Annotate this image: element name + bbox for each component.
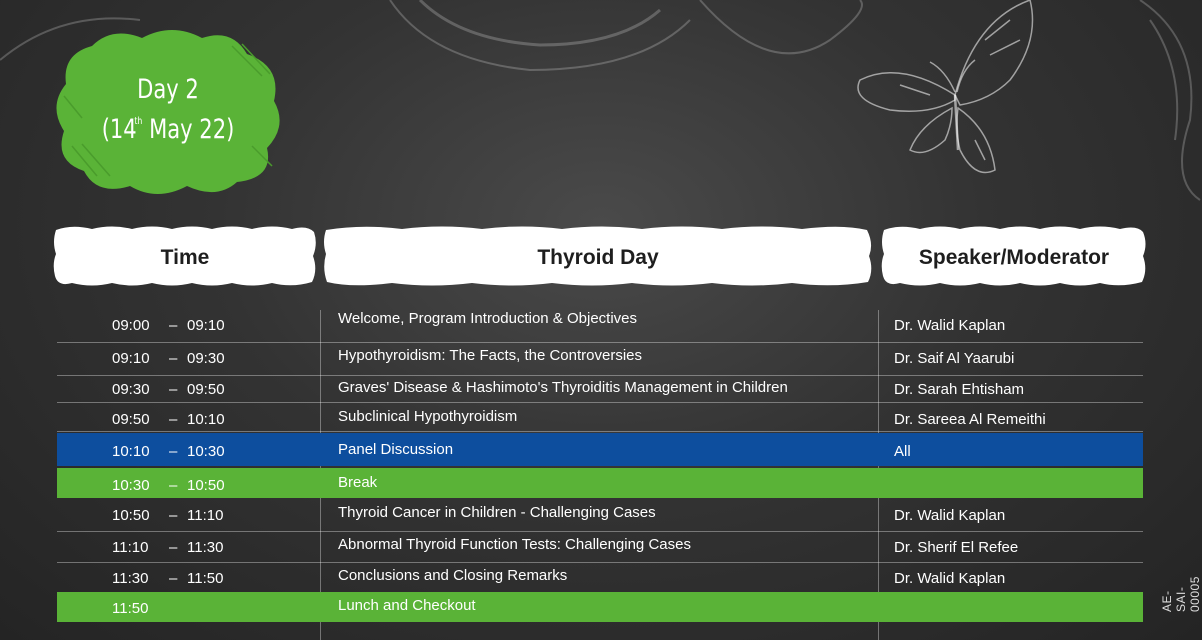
end-time: 10:30: [187, 443, 225, 460]
header-speaker: [880, 224, 1148, 288]
end-time: 10:10: [187, 411, 225, 428]
session-topic: Subclinical Hypothyroidism: [338, 408, 518, 425]
session-speaker: Dr. Walid Kaplan: [894, 507, 1006, 524]
time-dash: –: [169, 477, 178, 494]
day-label: Day 2: [137, 74, 199, 105]
start-time: 10:50: [112, 507, 150, 524]
header-title: [322, 224, 874, 288]
end-time: 11:10: [187, 507, 224, 524]
table-row-break: [57, 468, 1143, 498]
time-dash: –: [169, 443, 178, 460]
start-time: 10:10: [112, 443, 150, 460]
start-time: 10:30: [112, 477, 150, 494]
start-time: 09:10: [112, 350, 150, 367]
session-topic: Welcome, Program Introduction & Objectives: [338, 310, 638, 327]
table-row-highlight: [57, 433, 1143, 466]
start-time: 09:30: [112, 381, 150, 398]
time-dash: –: [169, 411, 178, 428]
date-month: May 22): [142, 114, 235, 145]
table-row: [57, 563, 1143, 591]
start-time: 11:10: [112, 539, 149, 556]
table-row-lunch: [57, 592, 1143, 622]
table-row: [57, 306, 1143, 343]
session-speaker: All: [894, 443, 911, 460]
day-badge-label: [78, 74, 259, 146]
session-speaker: Dr. Saif Al Yaarubi: [894, 350, 1015, 367]
session-speaker: Dr. Sareea Al Remeithi: [894, 411, 1046, 428]
date-label: [78, 106, 259, 146]
session-topic: Graves' Disease & Hashimoto's Thyroiditis Management in Children: [338, 379, 788, 396]
start-time: 11:50: [112, 600, 149, 617]
end-time: 11:50: [187, 570, 224, 587]
date-suffix: th: [134, 116, 143, 127]
header-time: [52, 224, 318, 288]
end-time: 09:30: [187, 350, 225, 367]
session-topic: Panel Discussion: [338, 441, 454, 458]
session-topic: Hypothyroidism: The Facts, the Controversies: [338, 347, 643, 364]
end-time: 09:10: [187, 317, 225, 334]
table-row: [57, 532, 1143, 563]
start-time: 09:00: [112, 317, 150, 334]
session-topic: Thyroid Cancer in Children - Challenging Cases: [338, 504, 656, 521]
header-title-label: Thyroid Day: [537, 246, 659, 269]
table-row: [57, 343, 1143, 376]
date-day: (14: [101, 114, 137, 145]
start-time: 09:50: [112, 411, 150, 428]
table-row: [57, 500, 1143, 532]
time-dash: –: [169, 381, 178, 398]
session-speaker: Dr. Sherif El Refee: [894, 539, 1019, 556]
end-time: 09:50: [187, 381, 225, 398]
end-time: 10:50: [187, 477, 225, 494]
session-topic: Lunch and Checkout: [338, 597, 476, 614]
session-topic: Break: [338, 474, 378, 491]
time-dash: –: [169, 317, 178, 334]
session-speaker: Dr. Walid Kaplan: [894, 317, 1006, 334]
session-topic: Abnormal Thyroid Function Tests: Challenging Cases: [338, 536, 691, 553]
header-speaker-label: Speaker/Moderator: [918, 246, 1110, 269]
document-code: AE-SAI-00005: [1160, 576, 1202, 612]
session-speaker: Dr. Sarah Ehtisham: [894, 381, 1025, 398]
butterfly-icon: [858, 0, 1033, 173]
header-time-label: Time: [160, 246, 210, 269]
time-dash: –: [169, 350, 178, 367]
time-dash: –: [169, 539, 178, 556]
time-dash: –: [169, 507, 178, 524]
table-row: [57, 376, 1143, 403]
end-time: 11:30: [187, 539, 224, 556]
session-speaker: Dr. Walid Kaplan: [894, 570, 1006, 587]
time-dash: –: [169, 570, 178, 587]
table-row: [57, 403, 1143, 432]
session-topic: Conclusions and Closing Remarks: [338, 567, 568, 584]
start-time: 11:30: [112, 570, 149, 587]
